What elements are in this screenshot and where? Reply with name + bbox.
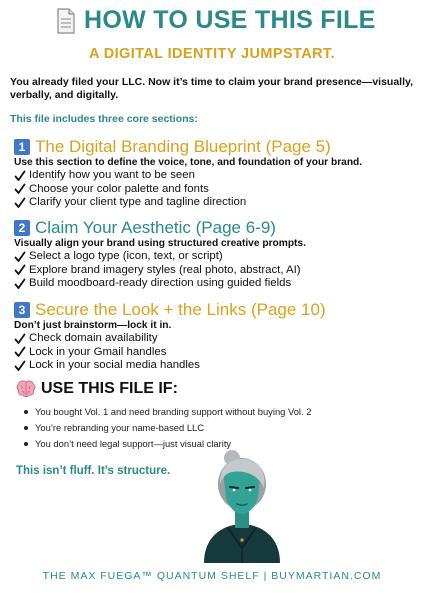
section-3 <box>14 300 414 373</box>
title-row <box>56 6 376 35</box>
list-item <box>14 183 414 197</box>
list-item-text: Select a logo type (icon, text, or script) <box>29 250 223 262</box>
section-number-box: 1 <box>14 139 30 155</box>
checkmark-icon <box>14 360 26 372</box>
section-title: The Digital Branding Blueprint (Page 5) <box>35 137 331 156</box>
list-item <box>14 264 414 278</box>
page-title: HOW TO USE THIS FILE <box>84 6 376 34</box>
footer: THE MAX FUEGA™ QUANTUM SHELF | BUYMARTIAN.COM <box>42 570 382 582</box>
document-icon <box>56 8 76 34</box>
section-header <box>14 218 414 238</box>
page-subtitle: A DIGITAL IDENTITY JUMPSTART. <box>88 46 336 62</box>
section-number-box: 3 <box>14 302 30 318</box>
section-header <box>14 300 414 320</box>
list-item <box>14 277 414 291</box>
brain-icon <box>16 380 36 398</box>
list-item-text: Lock in your Gmail handles <box>29 345 167 358</box>
use-if-title: USE THIS FILE IF: <box>41 380 178 397</box>
section-header <box>14 137 414 157</box>
intro-text: You already filed your LLC. Now it’s time to claim your brand presence—visually, verbally, and digitally. <box>10 76 413 101</box>
list-item <box>14 332 414 346</box>
checkmark-icon <box>14 183 26 195</box>
list-item <box>14 250 414 264</box>
section-description: Visually align your brand using structured creative prompts. <box>14 238 306 249</box>
character-illustration <box>192 448 292 563</box>
list-item <box>14 196 414 210</box>
section-2 <box>14 218 414 291</box>
section-description: Don’t just brainstorm—lock it in. <box>14 320 172 331</box>
checkmark-icon <box>14 264 26 276</box>
use-if-header <box>16 380 178 398</box>
checkmark-icon <box>14 333 26 345</box>
checkmark-icon <box>14 170 26 182</box>
section-description: Use this section to define the voice, tone, and foundation of your brand. <box>14 157 363 168</box>
list-item <box>14 169 414 183</box>
list-item-text: Build moodboard-ready direction using guided fields <box>29 277 292 289</box>
list-item: You don’t need legal support—just visual clarity <box>22 436 311 452</box>
list-item-text: Clarify your client type and tagline direction <box>29 196 247 208</box>
list-item: You’re rebranding your name-based LLC <box>22 420 311 436</box>
list-item: You bought Vol. 1 and need branding support without buying Vol. 2 <box>22 404 311 420</box>
checkmark-icon <box>14 251 26 263</box>
checkmark-icon <box>14 278 26 290</box>
check-list <box>14 332 414 373</box>
section-title: Secure the Look + the Links (Page 10) <box>35 300 326 319</box>
section-number-box: 2 <box>14 220 30 236</box>
list-item <box>14 359 414 373</box>
checkmark-icon <box>14 346 26 358</box>
section-1 <box>14 137 414 210</box>
list-item-text: Check domain availability <box>29 332 158 344</box>
checkmark-icon <box>14 197 26 209</box>
tagline: This isn’t fluff. It’s structure. <box>16 465 171 477</box>
list-item-text: Lock in your social media handles <box>29 359 200 371</box>
check-list <box>14 169 414 210</box>
section-title: Claim Your Aesthetic (Page 6-9) <box>35 218 276 237</box>
list-item-text: Explore brand imagery styles (real photo, abstract, AI) <box>29 263 301 276</box>
list-item-text: Choose your color palette and fonts <box>29 182 209 195</box>
use-if-list <box>22 404 311 452</box>
list-item-text: Identify how you want to be seen <box>29 169 195 181</box>
check-list <box>14 250 414 291</box>
list-item <box>14 346 414 360</box>
includes-label: This file includes three core sections: <box>10 113 198 125</box>
